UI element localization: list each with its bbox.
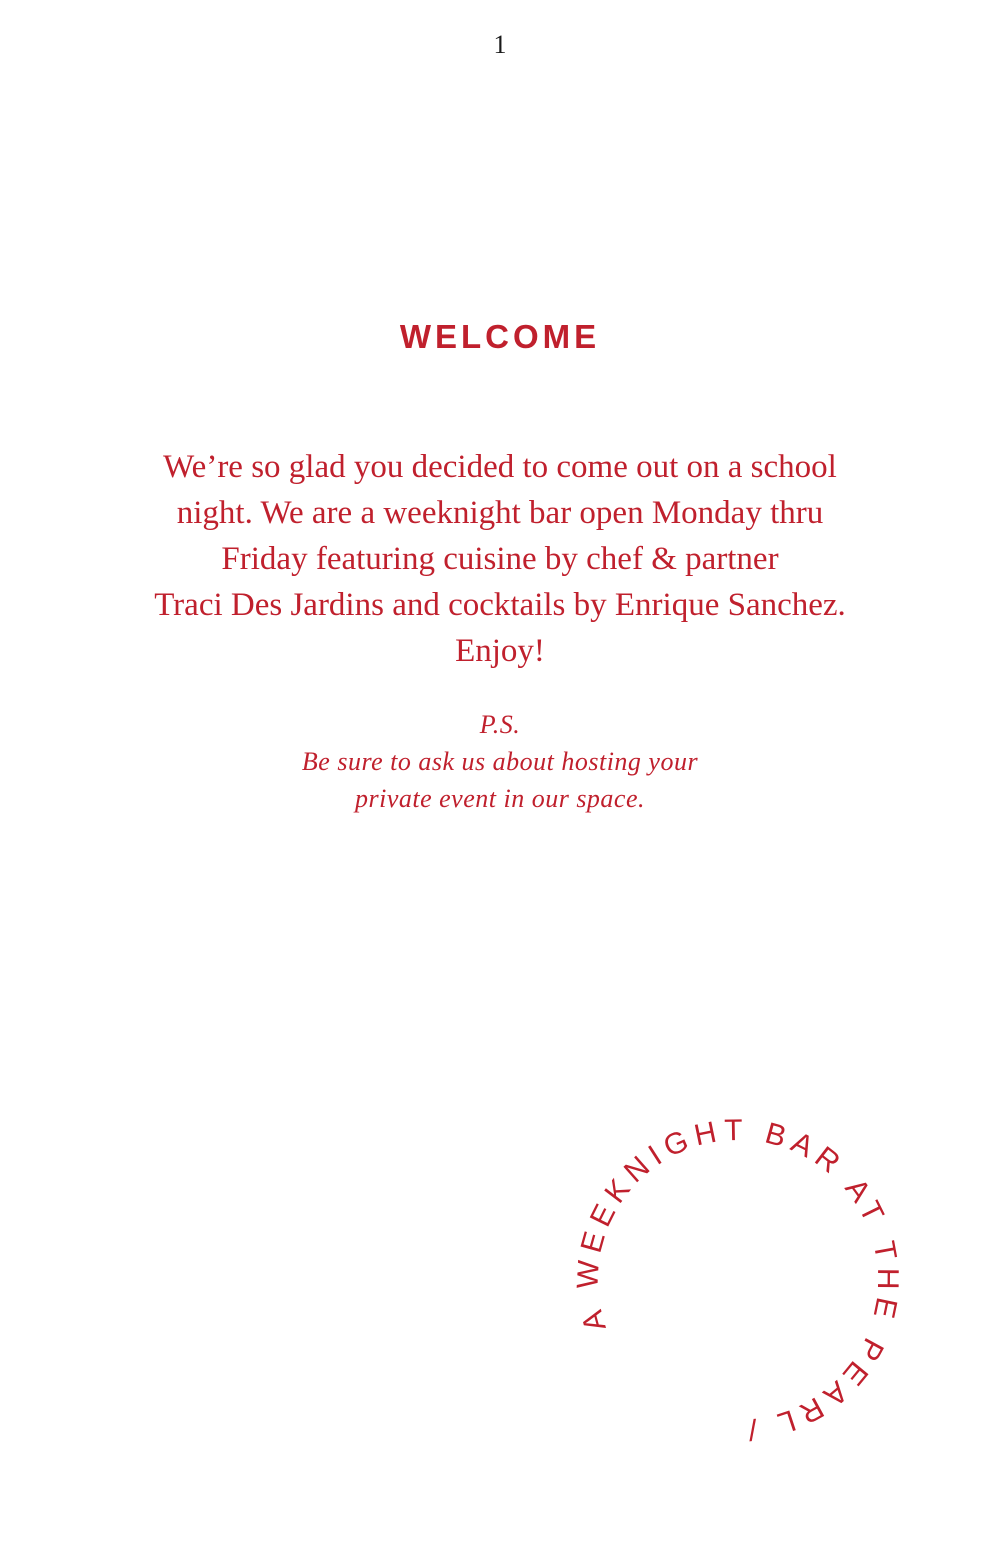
circular-badge bbox=[558, 1100, 918, 1460]
badge-text bbox=[558, 1100, 918, 1460]
welcome-line: Enjoy! bbox=[455, 633, 545, 669]
page-number: 1 bbox=[493, 30, 507, 59]
postscript-line: Be sure to ask us about hosting your bbox=[301, 747, 699, 776]
postscript-line: private event in our space. bbox=[354, 784, 646, 813]
welcome-line: Traci Des Jardins and cocktails by Enrique Sanchez. bbox=[154, 587, 846, 623]
welcome-line: night. We are a weeknight bar open Monday thru bbox=[176, 495, 824, 531]
welcome-message bbox=[100, 444, 900, 674]
postscript bbox=[200, 706, 800, 817]
welcome-line: We’re so glad you decided to come out on a school bbox=[163, 449, 837, 485]
welcome-line: Friday featuring cuisine by chef & partner bbox=[221, 541, 779, 577]
badge-text-path: A WEEKNIGHT BAR AT THE PEARL / bbox=[571, 1113, 905, 1446]
page-title: WELCOME bbox=[399, 318, 601, 355]
postscript-label: P.S. bbox=[479, 710, 521, 739]
